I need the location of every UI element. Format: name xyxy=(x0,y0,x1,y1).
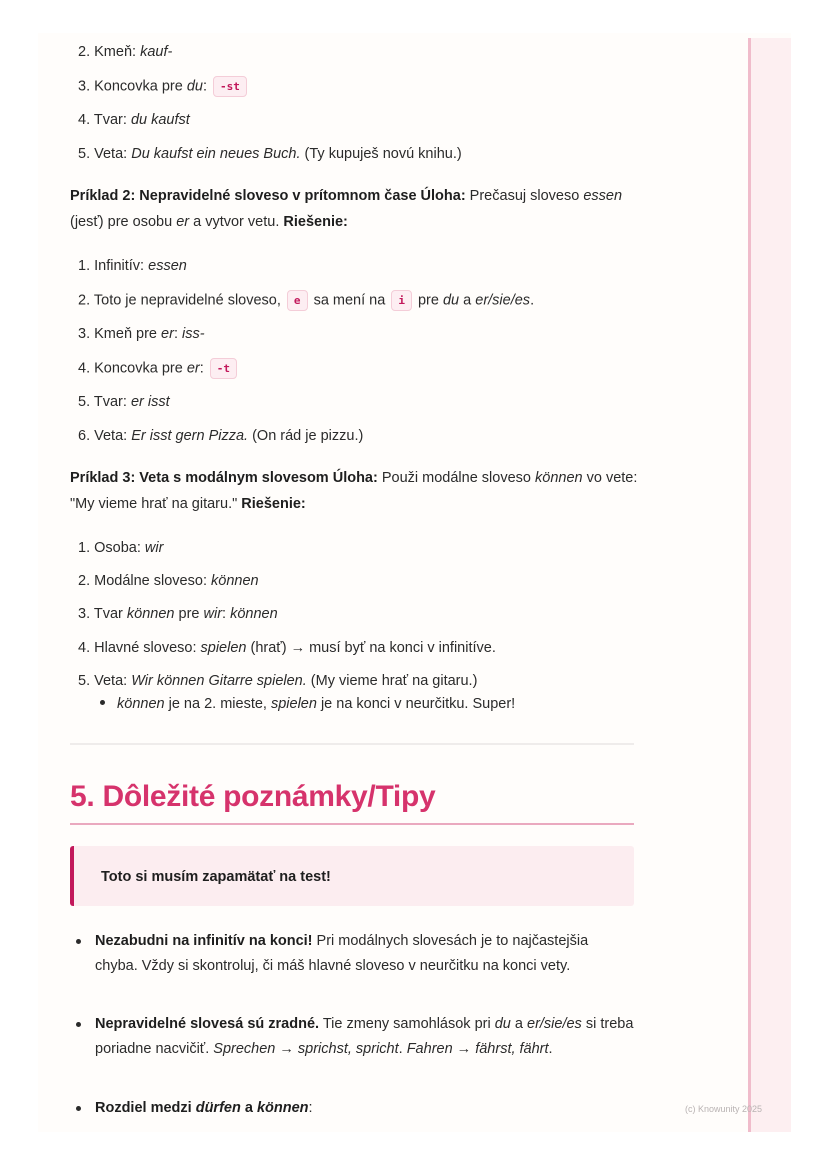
bullet-icon xyxy=(76,1106,81,1111)
tip-body xyxy=(95,929,634,979)
tip-text: : xyxy=(308,1100,313,1116)
callout-text: Toto si musím zapamätať na test! xyxy=(101,869,331,885)
list-text: je na konci v neurčitku. Super! xyxy=(316,696,516,712)
tip-text: a xyxy=(510,1016,527,1032)
list-emphasis: wir xyxy=(203,606,223,622)
list-number: 6. xyxy=(78,428,91,444)
list-number: 2. xyxy=(78,573,91,589)
list-number: 3. xyxy=(78,326,91,342)
copyright-footer: (c) Knowunity 2025 xyxy=(685,1104,763,1114)
tip-emphasis: können xyxy=(256,1100,309,1116)
list-label: Kmeň: xyxy=(94,44,141,60)
tip-body xyxy=(95,1096,634,1121)
translation: (On rád je pizzu.) xyxy=(248,428,364,444)
section-divider xyxy=(70,743,634,745)
list-emphasis: du xyxy=(442,292,460,309)
task-verb: essen xyxy=(583,188,623,204)
list-emphasis: er xyxy=(161,326,174,342)
list-value: Er isst gern Pizza. xyxy=(131,428,249,444)
tip-emphasis: du xyxy=(494,1016,511,1032)
bullet-icon xyxy=(100,700,105,705)
list-item xyxy=(78,76,249,97)
list-value: er isst xyxy=(130,394,170,410)
tip-example: Fahren → fährst, fährt xyxy=(406,1041,549,1057)
list-separator: : xyxy=(199,360,208,377)
list-text: . xyxy=(530,292,535,309)
list-separator: : xyxy=(202,78,212,95)
list-label: Tvar: xyxy=(93,394,131,410)
translation: (Ty kupuješ novú knihu.) xyxy=(300,146,462,162)
list-number: 1. xyxy=(78,540,91,556)
list-item xyxy=(78,426,363,446)
tip-emphasis: er/sie/es xyxy=(527,1016,582,1032)
task-text: Použi modálne sloveso xyxy=(377,470,535,486)
list-label: Kmeň pre xyxy=(94,326,162,342)
list-value: spielen xyxy=(200,640,247,656)
list-label: Infinitív: xyxy=(94,258,149,274)
list-number: 2. xyxy=(78,292,91,309)
list-item xyxy=(78,256,187,276)
example-title: Príklad 3: Veta s modálnym slovesom Úloha: xyxy=(70,470,378,486)
list-item xyxy=(78,110,190,130)
tip-bold: a xyxy=(240,1100,257,1116)
list-item xyxy=(78,392,170,412)
list-number: 3. xyxy=(78,606,91,622)
list-label: Tvar xyxy=(93,606,127,622)
list-item xyxy=(78,604,278,624)
list-number: 2. xyxy=(78,44,91,60)
list-number: 1. xyxy=(78,258,91,274)
list-value: können xyxy=(230,606,278,622)
tip-bold: Nepravidelné slovesá sú zradné. xyxy=(95,1016,320,1032)
task-text: Prečasuj sloveso xyxy=(465,188,584,204)
list-number: 5. xyxy=(78,394,91,410)
example-3-task xyxy=(70,465,640,517)
tip-item xyxy=(76,1096,634,1121)
list-number: 4. xyxy=(78,360,91,377)
inline-code: -st xyxy=(213,76,247,97)
task-person: er xyxy=(176,214,190,230)
list-item xyxy=(78,290,534,311)
tip-bold: Nezabudni na infinitív na konci! xyxy=(95,933,313,949)
list-number: 4. xyxy=(78,640,91,656)
task-text: vo vete: "My vieme hrať na gitaru." xyxy=(70,470,638,512)
list-item xyxy=(78,42,172,62)
list-label: Modálne sloveso: xyxy=(94,573,211,589)
tip-text: . xyxy=(398,1041,407,1057)
list-emphasis: er/sie/es xyxy=(475,292,531,309)
solution-label: Riešenie: xyxy=(241,496,306,512)
tip-item xyxy=(76,1012,634,1062)
list-value: essen xyxy=(148,258,187,274)
bullet-icon xyxy=(76,939,81,944)
tip-text: si treba poriadne nacvičiť. xyxy=(95,1016,634,1057)
list-item xyxy=(78,324,205,344)
list-label: Hlavné sloveso: xyxy=(94,640,201,656)
tip-body xyxy=(95,1012,634,1062)
list-number: 5. xyxy=(78,673,91,689)
list-label: Tvar: xyxy=(93,112,131,128)
section-heading: 5. Dôležité poznámky/Tipy xyxy=(70,780,436,813)
translation: (My vieme hrať na gitaru.) xyxy=(306,673,478,689)
tip-example: Sprechen → sprichst, spricht xyxy=(213,1041,399,1057)
list-item xyxy=(78,358,239,379)
heading-underline xyxy=(70,823,634,825)
list-emphasis: können xyxy=(117,696,165,712)
tip-bold: Rozdiel medzi xyxy=(95,1100,196,1116)
list-separator: : xyxy=(222,606,231,622)
list-value: Wir können Gitarre spielen. xyxy=(131,673,307,689)
list-value: können xyxy=(211,573,259,589)
callout-box xyxy=(70,846,634,906)
list-label: Veta: xyxy=(94,428,132,444)
list-item xyxy=(78,671,477,691)
list-label: Veta: xyxy=(94,673,132,689)
sub-bullet-item xyxy=(100,694,515,714)
page-side-margin-strip xyxy=(748,38,791,1132)
example-2-task xyxy=(70,183,640,235)
tip-text: Pri modálnych slovesách je to najčastejšia chyba. Vždy si skontroluj, či máš hlavné sloveso v neurčitku na konci vety. xyxy=(95,933,589,974)
inline-code: e xyxy=(287,290,308,311)
tip-text: Tie zmeny samohlások pri xyxy=(319,1016,495,1032)
list-emphasis: können xyxy=(126,606,175,622)
list-number: 4. xyxy=(78,112,91,128)
list-value: iss- xyxy=(182,326,205,342)
list-emphasis: er xyxy=(186,360,200,377)
tip-emphasis: dürfen xyxy=(195,1100,241,1116)
inline-code: -t xyxy=(210,358,237,379)
list-item xyxy=(78,638,496,658)
example-title: Príklad 2: Nepravidelné sloveso v prítomnom čase Úloha: xyxy=(70,188,466,204)
bullet-icon xyxy=(76,1022,81,1027)
task-verb: können xyxy=(535,470,583,486)
list-item xyxy=(78,571,259,591)
tip-item xyxy=(76,929,634,979)
list-text: sa mení na xyxy=(309,292,390,309)
list-value: Du kaufst ein neues Buch. xyxy=(131,146,301,162)
list-label: Koncovka pre xyxy=(94,78,187,95)
task-text: a vytvor vetu. xyxy=(189,214,284,230)
inline-code: i xyxy=(391,290,412,311)
list-label: Veta: xyxy=(94,146,132,162)
list-item xyxy=(78,144,462,164)
list-value: du kaufst xyxy=(130,112,190,128)
list-text: pre xyxy=(174,606,204,622)
list-item xyxy=(78,538,163,558)
task-text: (jesť) pre osobu xyxy=(70,214,177,230)
list-emphasis: spielen xyxy=(270,696,317,712)
list-emphasis: du xyxy=(186,78,203,95)
solution-label: Riešenie: xyxy=(283,214,348,230)
list-label: Koncovka pre xyxy=(94,360,187,377)
list-number: 3. xyxy=(78,78,91,95)
list-number: 5. xyxy=(78,146,91,162)
list-text: (hrať) → musí byť na konci v infinitíve. xyxy=(246,640,496,656)
list-separator: : xyxy=(173,326,182,342)
list-text: pre xyxy=(413,292,443,309)
list-label: Osoba: xyxy=(94,540,145,556)
list-value: wir xyxy=(144,540,164,556)
list-value: kauf- xyxy=(140,44,173,60)
list-label: Toto je nepravidelné sloveso, xyxy=(93,292,285,309)
tip-text: . xyxy=(548,1041,553,1057)
list-text: je na 2. mieste, xyxy=(164,696,271,712)
list-text: a xyxy=(459,292,476,309)
